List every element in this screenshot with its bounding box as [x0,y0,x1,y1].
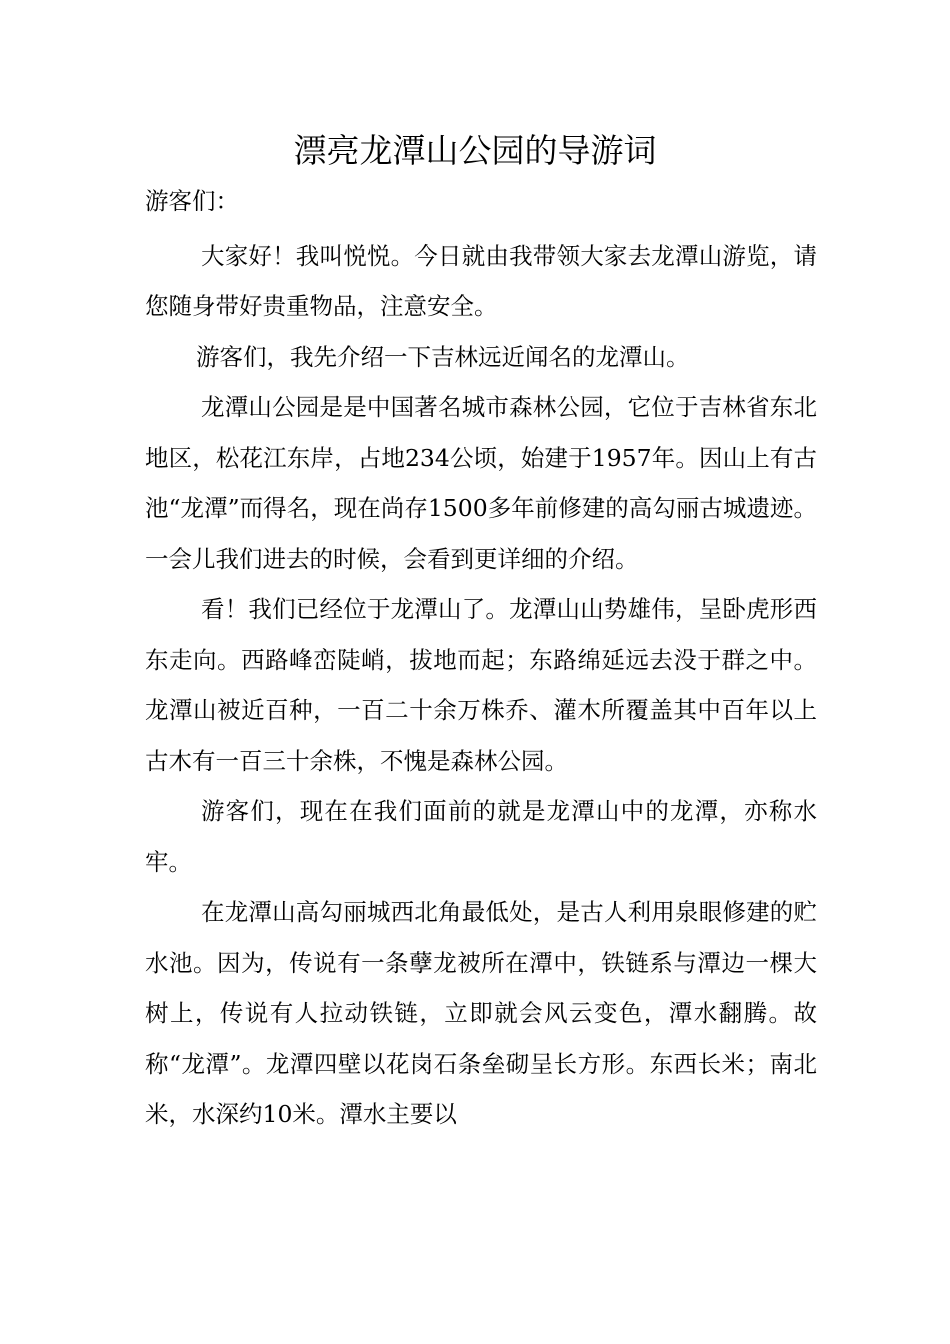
paragraph-greeting: 大家好！我叫悦悦。今日就由我带领大家去龙潭山游览，请您随身带好贵重物品，注意安全。 [145,241,817,320]
salutation: 游客们： [145,187,239,215]
paragraph-dragon-pool-intro: 游客们，现在在我们面前的就是龙潭山中的龙潭，亦称水牢。 [145,797,817,876]
paragraph-park-overview: 龙潭山公园是是中国著名城市森林公园，它位于吉林省东北地区，松花江东岸，占地234公顷，始建于1957年。因山上有古池“龙潭”而得名，现在尚存1500多年前修建的高勾丽古城遗迹。一会儿我们进去的时候，会看到更详细的介绍。 [145,393,817,573]
document-body [145,176,817,1140]
paragraph-dragon-pool-detail: 在龙潭山高勾丽城西北角最低处，是古人利用泉眼修建的贮水池。因为，传说有一条孽龙被所在潭中，铁链系与潭边一棵大树上，传说有人拉动铁链，立即就会风云变色，潭水翻腾。故称“龙潭”。龙潭四壁以花岗石条垒砌呈长方形。东西长米；南北米，水深约10米。潭水主要以 [145,898,817,1128]
paragraph-intro: 游客们，我先介绍一下吉林远近闻名的龙潭山。 [196,342,690,371]
document-title: 漂亮龙潭山公园的导游词 [293,131,657,170]
paragraph-mountain: 看！我们已经位于龙潭山了。龙潭山山势雄伟，呈卧虎形西东走向。西路峰峦陡峭，拔地而起；东路绵延远去没于群之中。龙潭山被近百种，一百二十余万株乔、灌木所覆盖其中百年以上古木有一百三十余株，不愧是森林公园。 [145,595,817,775]
